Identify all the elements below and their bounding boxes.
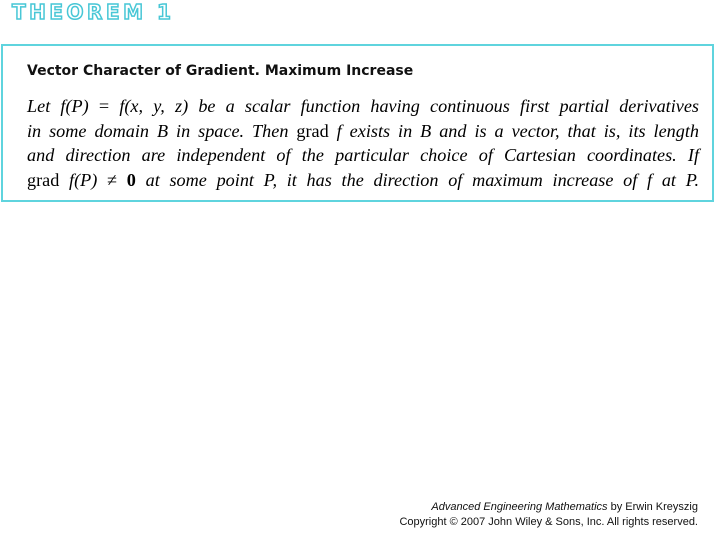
statement-line-1	[27, 94, 699, 119]
statement-line-2-part-a: in some domain B in space. Then	[27, 120, 297, 141]
copyright-footer	[399, 500, 698, 529]
book-author: by Erwin Kreyszig	[607, 501, 698, 513]
theorem-title: Vector Character of Gradient. Maximum Increase	[27, 63, 414, 79]
statement-line-1-part-b: f(x, y, z) be a scalar function having continuous first partial derivatives	[109, 96, 699, 116]
statement-line-4-part-a: f(P)	[59, 169, 108, 190]
statement-line-1-part-a: Let f(P)	[27, 96, 99, 116]
footer-book-line	[399, 500, 698, 515]
equals-sign: =	[98, 96, 110, 116]
theorem-statement	[27, 94, 699, 192]
not-equal-sign: ≠	[107, 169, 118, 190]
book-title: Advanced Engineering Mathematics	[431, 501, 608, 513]
zero-vector: 0	[126, 169, 136, 190]
copyright-text: Copyright © 2007 John Wiley & Sons, Inc. All rights reserved.	[399, 515, 698, 528]
statement-line-2-part-b: f exists in B and is a vector, that is, its length	[328, 120, 699, 141]
statement-line-2	[27, 119, 699, 144]
theorem-box	[1, 44, 714, 202]
theorem-heading: THEOREM 1	[12, 0, 175, 24]
statement-line-4	[27, 168, 699, 193]
grad-operator: grad	[27, 169, 60, 190]
statement-line-4-part-b: at some point P, it has the direction of maximum increase of f at P.	[135, 169, 700, 190]
statement-line-3: and direction are independent of the particular choice of Cartesian coordinates. If	[27, 145, 699, 165]
grad-operator: grad	[296, 120, 329, 141]
